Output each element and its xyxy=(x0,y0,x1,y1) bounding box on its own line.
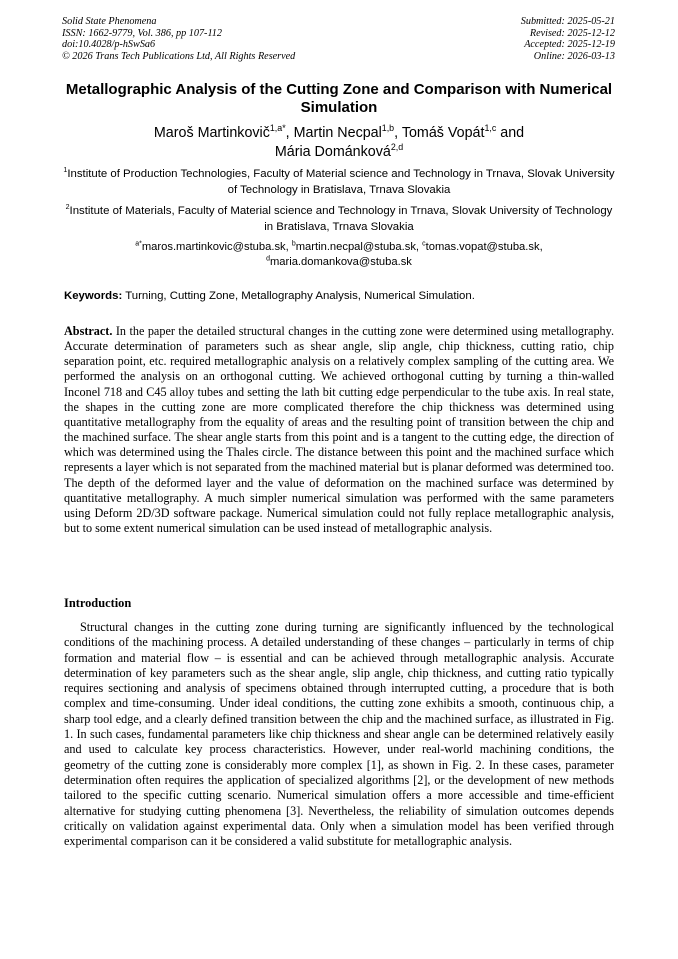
keywords-text: Turning, Cutting Zone, Metallography Analysis, Numerical Simulation. xyxy=(125,290,475,302)
abstract-text: In the paper the detailed structural changes in the cutting zone were determined using metallography. Accurate determination of parameters such as shear angle, slip angle, chip thickness, cutting ratio, chip separation point, etc. required metallographic analysis on a relatively complex sampling of the cutting area. We performed the analysis on an orthogonal cutting. We achieved orthogonal cutting by turning a thin-walled Inconel 718 and C45 alloy tubes and setting the lath bit cutting edge perpendicular to the tube axis. In real state, the shapes in the cutting zone are more complicated therefore the chip thickness was determined using quantitative metallography from the equality of areas and the resulting point of transition between the chip and the machined surface. The shear angle starts from this point and is a tangent to the cutting edge, the direction of which was determined using the Thales circle. The distance between this point and the machined surface which represents a layer which is not separated from the machined material but is planar deformed was determined too. The depth of the deformed layer and the value of deformation on the machined surface was determined by quantitative metallography. A much simpler numerical simulation was performed with the same parameters using Deform 2D/3D software package. Numerical simulation could not fully replace metallographic analysis, but to some extent numerical simulation can be used instead of metallographic analysis. xyxy=(64,324,614,536)
author-1 xyxy=(154,125,294,141)
affiliation-sup: 2 xyxy=(65,204,70,212)
online-date: Online: 2026-03-13 xyxy=(533,50,615,62)
email-sup: c xyxy=(422,240,426,248)
author-list xyxy=(60,124,618,162)
email-address[interactable]: maria.domankova@stuba.sk xyxy=(269,256,412,268)
paper-title: Metallographic Analysis of the Cutting Zone and Comparison with Numerical Simulation xyxy=(65,81,613,116)
author-sup: 2,d xyxy=(390,142,404,153)
author-name: Martin Necpal xyxy=(293,125,382,141)
journal-header xyxy=(62,16,295,62)
author-sup: 1,c xyxy=(484,123,497,134)
affiliation-1 xyxy=(60,167,618,198)
author-name: Tomáš Vopát xyxy=(401,125,485,141)
email-list xyxy=(60,240,618,270)
introduction-paragraph: Structural changes in the cutting zone during turning are significantly influenced by the technological conditions of the machining process. A detailed understanding of these changes – particularly in terms of chip formation and material flow – is essential and can be achieved through metallographic analysis. Accurate determination of key parameters such as the shear angle, slip angle, chip thickness, and cutting ratio typically requires sectioning and analysis of specimens obtained through interrupted cutting, a procedure that is both complex and time-consuming. Under ideal conditions, the cutting zone exhibits a smooth, continuous chip, a sharp tool edge, and a clearly defined transition between the chip and the machined surface, as illustrated in Fig. 1. In such cases, fundamental parameters like chip thickness and shear angle can be determined relatively easily and used to calculate key process characteristics. However, under real-world machining conditions, the geometry of the cutting zone is considerably more complex [1], as shown in Fig. 2. In these cases, parameter determination often requires the application of specialized algorithms [2], or the development of new methods tailored to the specific cutting scenario. Numerical simulation offers a more accessible and time-efficient alternative for studying cutting phenomena [3]. Nevertheless, the reliability of simulation outcomes depends critically on validation against experimental data. Only when a simulation model has been verified through experimental comparison can it be considered a valid substitute for metallographic analysis. xyxy=(64,620,614,849)
email-4[interactable] xyxy=(266,256,412,268)
email-sup: b xyxy=(291,240,296,248)
accepted-date: Accepted: 2025-12-19 xyxy=(524,39,615,51)
affiliation-2 xyxy=(60,204,618,235)
email-sep: , xyxy=(539,241,543,253)
doi-line[interactable]: doi:10.4028/p-hSwSa6 xyxy=(62,39,156,51)
keywords-label: Keywords: xyxy=(64,290,123,302)
affiliation-sup: 1 xyxy=(63,167,68,175)
copyright-line: © 2026 Trans Tech Publications Ltd, All Rights Reserved xyxy=(62,50,296,62)
author-3 xyxy=(402,125,524,141)
affiliation-text: Institute of Production Technologies, Faculty of Material science and Technology in Trnava, Slovak University of Technology in Bratislava, Trnava Slovakia xyxy=(67,168,615,196)
author-sep: , xyxy=(394,125,402,141)
author-2 xyxy=(294,125,402,141)
issn-line: ISSN: 1662-9779, Vol. 386, pp 107-112 xyxy=(62,27,222,39)
author-name: Mária Dománková xyxy=(274,144,391,160)
affiliation-text: Institute of Materials, Faculty of Material science and Technology in Trnava, Slovak University of Technology in Bratislava, Trnava Slovakia xyxy=(69,205,613,233)
author-name: Maroš Martinkovič xyxy=(153,125,270,141)
revised-date: Revised: 2025-12-12 xyxy=(529,27,615,39)
abstract xyxy=(64,324,614,536)
author-sep: , xyxy=(285,125,294,141)
keywords xyxy=(64,289,616,304)
dates-header xyxy=(521,16,615,62)
submitted-date: Submitted: 2025-05-21 xyxy=(520,16,615,27)
email-sep: , xyxy=(415,241,423,253)
abstract-label: Abstract. xyxy=(64,324,113,338)
email-2[interactable] xyxy=(292,241,416,253)
email-sup: d xyxy=(266,255,270,263)
email-address[interactable]: maros.martinkovic@stuba.sk xyxy=(141,241,286,253)
author-sup: 1,a* xyxy=(269,123,286,134)
email-address[interactable]: tomas.vopat@stuba.sk xyxy=(425,241,540,253)
email-1[interactable] xyxy=(135,241,285,253)
email-sep: , xyxy=(285,241,292,253)
author-sup: 1,b xyxy=(381,123,395,134)
journal-name: Solid State Phenomena xyxy=(62,16,157,27)
email-sup: a* xyxy=(135,240,142,248)
section-heading-introduction: Introduction xyxy=(64,596,132,610)
email-3[interactable] xyxy=(422,241,539,253)
email-address[interactable]: martin.necpal@stuba.sk xyxy=(295,241,416,253)
author-sep: and xyxy=(496,125,525,141)
author-4 xyxy=(275,144,403,160)
